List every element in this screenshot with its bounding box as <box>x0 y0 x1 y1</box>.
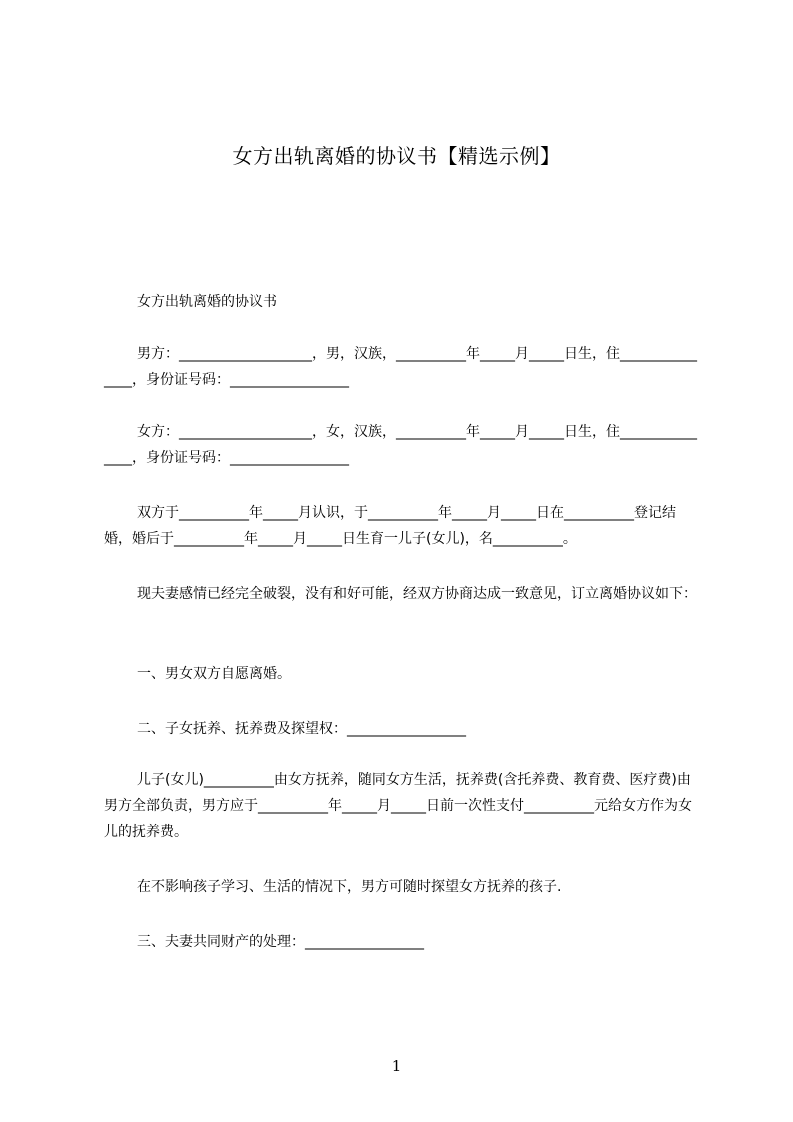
document-title: 女方出轨离婚的协议书【精选示例】 <box>232 144 561 168</box>
visitation-paragraph: 在不影响孩子学习、生活的情况下，男方可随时探望女方抚养的孩子. <box>137 879 562 895</box>
marriage-info-paragraph: 双方于__________年_____月认识，于__________年_____月_____日在__________登记结婚，婚后于__________年_____月_____日生育一儿子(女儿)，名__________。 <box>104 505 676 547</box>
child-support-paragraph: 儿子(女儿)__________由女方抚养，随同女方生活，抚养费(含托养费、教育费、医疗费)由男方全部负责，男方应于__________年_____月_____日前一次性支付__________元给女方作为女儿的抚养费。 <box>104 772 692 840</box>
subtitle-paragraph: 女方出轨离婚的协议书 <box>137 294 277 310</box>
wife-info-paragraph: 女方：___________________，女，汉族，__________年_____月_____日生，住_______________，身份证号码：_________________ <box>104 424 697 466</box>
page-number: 1 <box>391 1057 402 1075</box>
clause-one-paragraph: 一、男女双方自愿离婚。 <box>137 666 291 682</box>
clause-three-heading-paragraph: 三、夫妻共同财产的处理：_________________ <box>137 934 424 950</box>
husband-info-paragraph: 男方：___________________，男，汉族，__________年_____月_____日生，住_______________，身份证号码：_________________ <box>104 346 697 388</box>
clause-two-heading-paragraph: 二、子女抚养、抚养费及探望权：_________________ <box>137 721 466 737</box>
agreement-intro-paragraph: 现夫妻感情已经完全破裂，没有和好可能，经双方协商达成一致意见，订立离婚协议如下： <box>137 586 697 602</box>
